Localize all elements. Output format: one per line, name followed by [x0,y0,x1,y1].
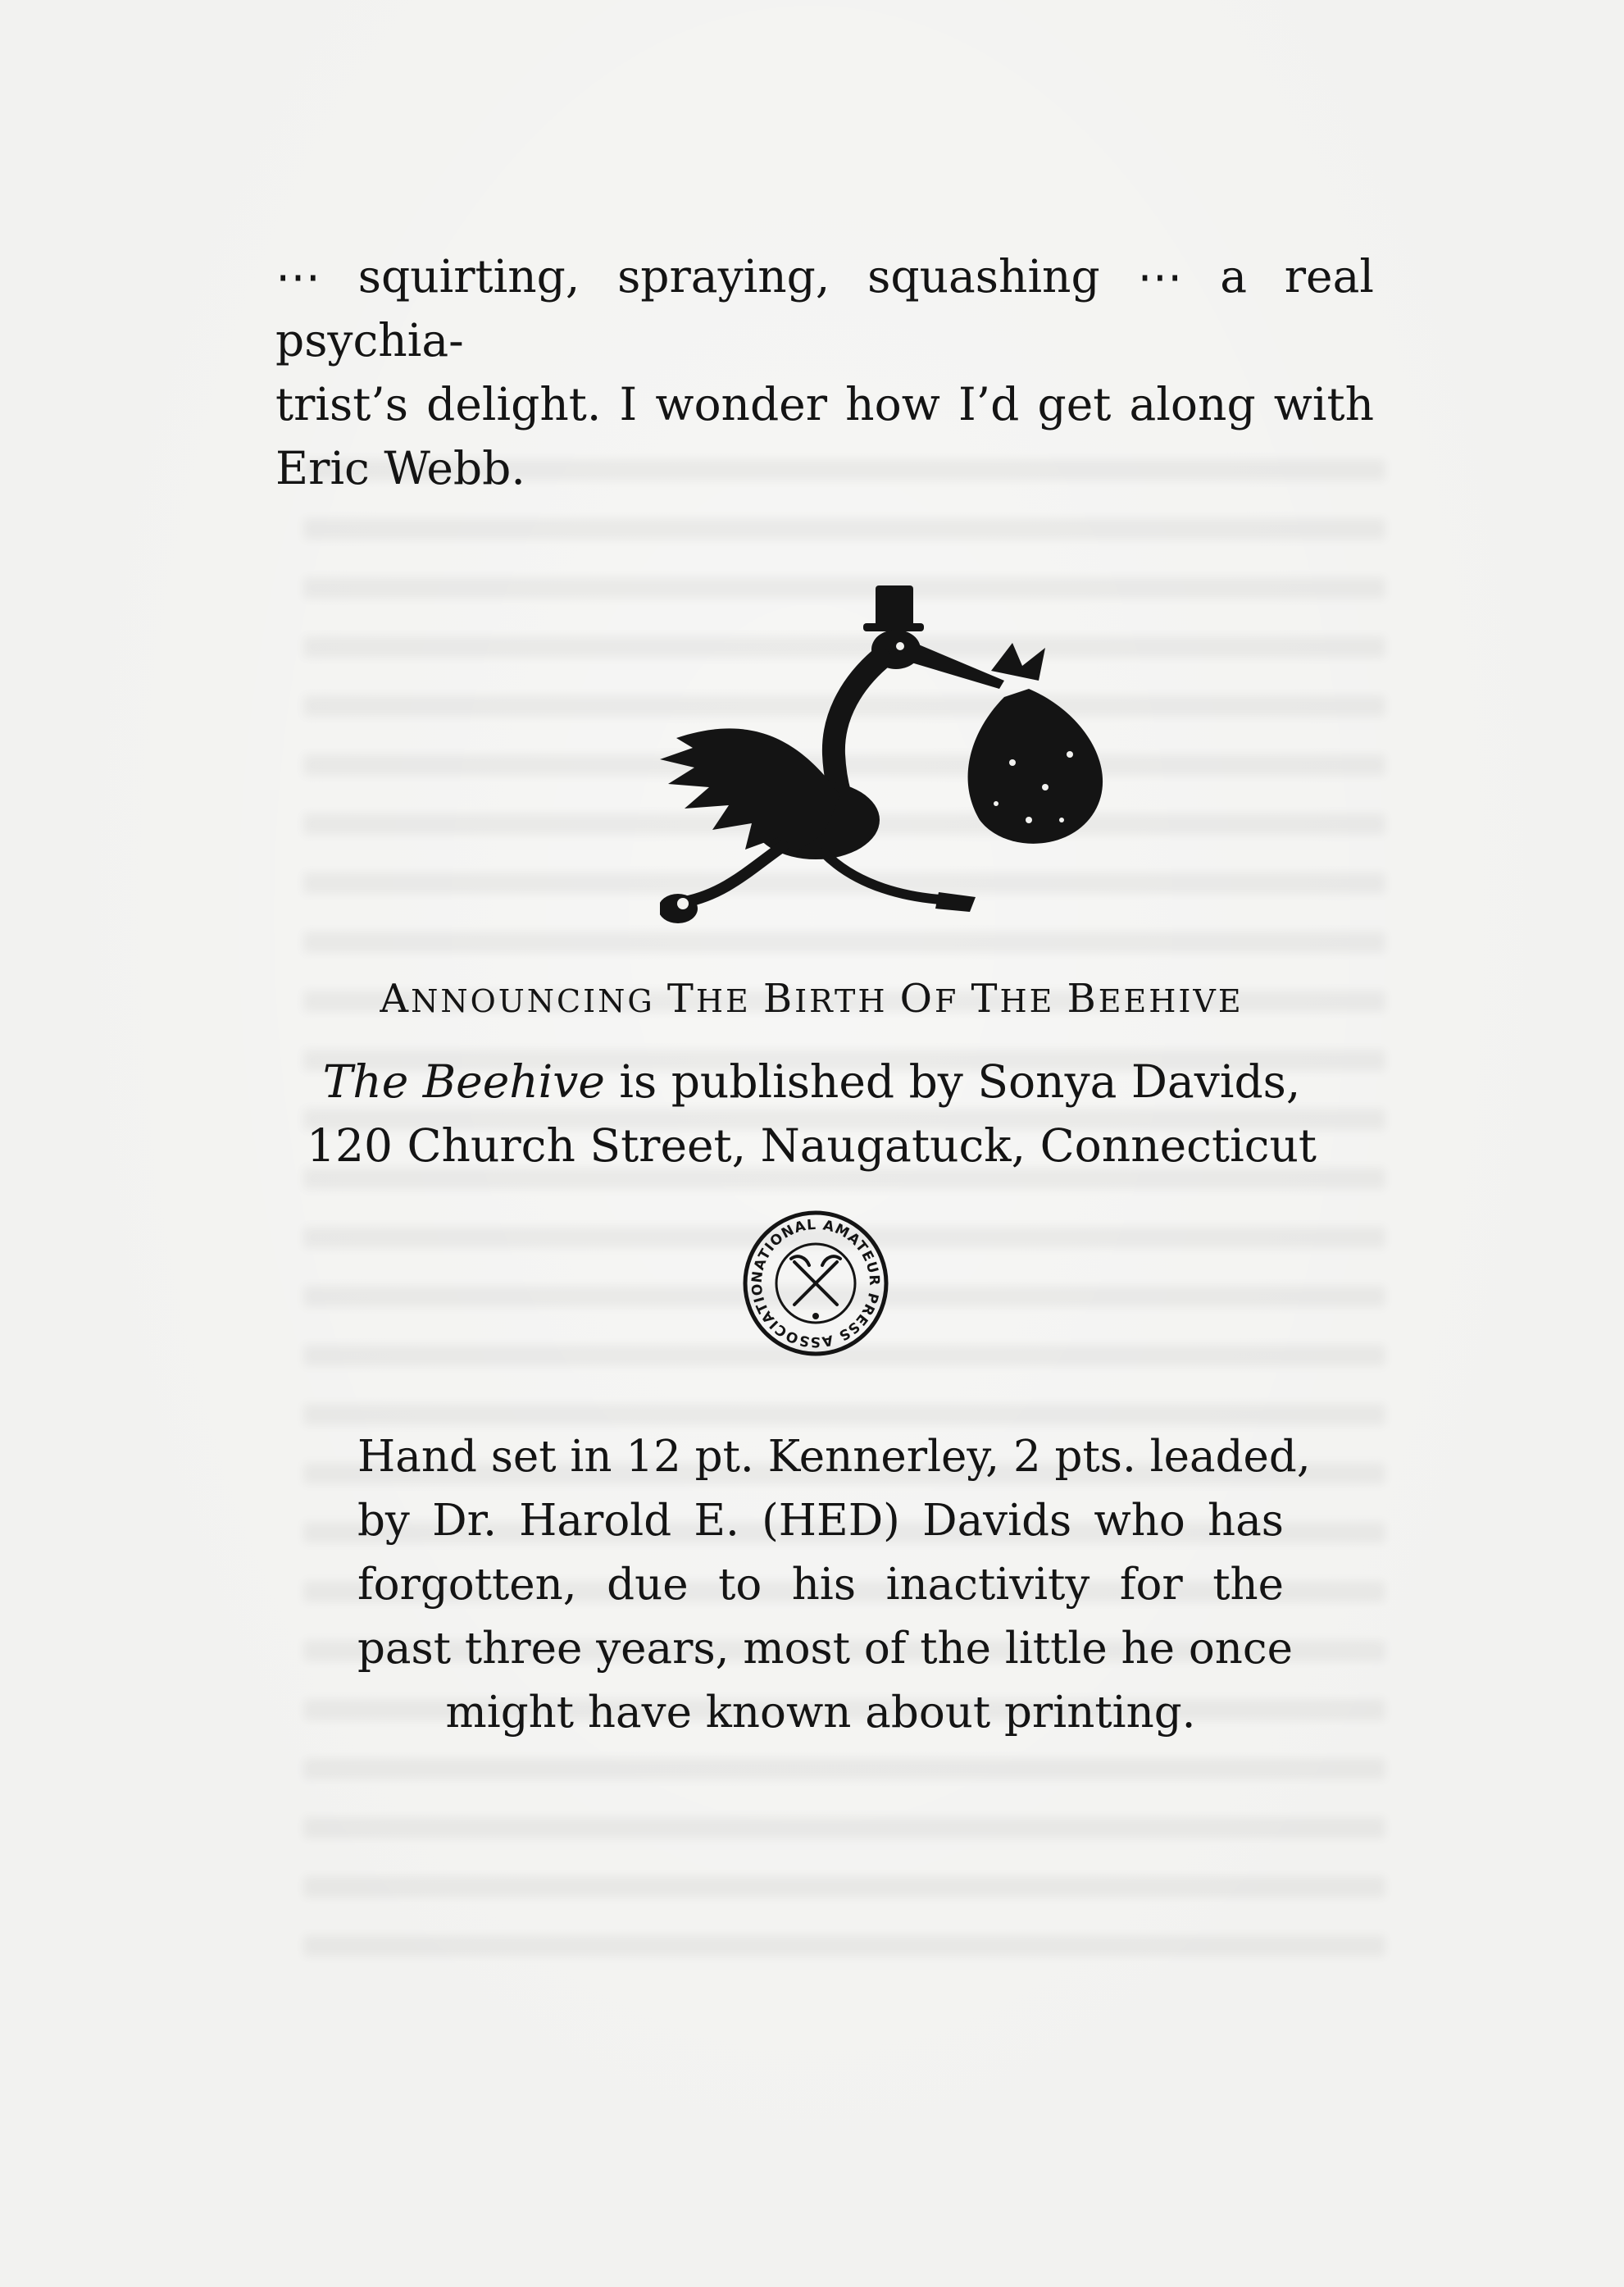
colophon-line-2: by Dr. Harold E. (HED) Davids who has [357,1496,1284,1546]
colophon [357,1425,1311,1745]
top-paragraph-line-2: trist’s delight. I wonder how I’d get along with [275,378,1374,431]
colophon-line-4: past three years, most of the little he once [357,1624,1293,1674]
crossed-quills-seal-icon [740,1208,891,1359]
publisher-address: 120 Church Street, Naugatuck, Connecticut [307,1119,1317,1172]
seal-text: NATIONAL AMATEUR PRESS ASSOCIATIO [748,1216,883,1351]
colophon-line-5: might have known about printing. [445,1688,1196,1738]
top-paragraph-line-3: Eric Webb. [275,442,525,494]
publisher-line-1: The Beehive is published by Sonya Davids, [322,1055,1301,1108]
colophon-line-1: Hand set in 12 pt. Kennerley, 2 pts. leaded, [357,1432,1311,1482]
announcement-heading: ANNOUNCING THE BIRTH OF THE BEEHIVE [380,976,1244,1022]
stork-carrying-bundle-icon [660,574,1250,935]
publisher-info [287,1050,1336,1178]
colophon-line-3: forgotten, due to his inactivity for the [357,1560,1284,1610]
publication-title: The Beehive [322,1055,605,1108]
top-paragraph [275,244,1374,500]
top-paragraph-line-1: ⋯ squirting, spraying, squashing ⋯ a real psychia- [275,250,1374,367]
